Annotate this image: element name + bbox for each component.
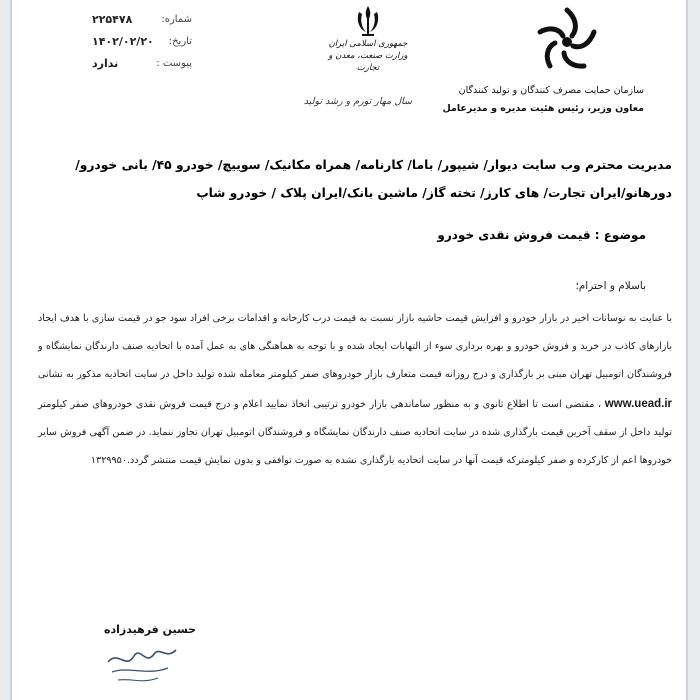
greeting: باسلام و احترام؛ (575, 280, 646, 292)
org-line-2: معاون وزیر، رئیس هئیت مدیره و مدیرعامل (442, 103, 644, 114)
addressee: مدیریت محترم وب سایت دیوار/ شیپور/ باما/ کارنامه/ همراه مکانیک/ سوییچ/ خودرو ۴۵/ بانی خودرو/ دورهانو/ایران تجارت/ های کارز/ تخته گاز/ ماشین بانک/ایران پلاک / خودرو شاپ (75, 158, 672, 200)
body-paragraph-part-1: با عنایت به نوسانات اخیر در بازار خودرو و افزایش قیمت حاشیه بازار نسبت به قیمت درب کارخانه و اقدامات برخی افراد سود جو در قیمت سازی با هدف ایجاد بازارهای کاذب در خرید و فروش خودرو و بهره برداری سوء از التهابات ایجاد شده و با توجه به هماهنگی های به عمل آمده با اتحادیه صنف دارندگان نمایشگاه و فروشندگان اتومبیل تهران مبنی بر بارگذاری و درج روزانه قیمت متعارف بازار خودروهای صفر کیلومتر معامله شده تولید داخل در سایت اتحادیه مذکور به نشانی (38, 313, 672, 381)
org-line-1: سازمان حمایت مصرف کنندگان و تولید کنندگان (458, 85, 644, 96)
website-link[interactable]: www.uead.ir (604, 397, 672, 410)
subject-line: موضوع : قیمت فروش نقدی خودرو (437, 228, 646, 242)
signer-name: حسین فرهیدزاده (104, 623, 197, 636)
signature-icon (98, 620, 188, 690)
letter-body (38, 305, 672, 475)
year-motto: سال مهار تورم و رشد تولید (303, 96, 412, 107)
letter-date: ۱۴۰۲/۰۲/۲۰ (92, 34, 154, 48)
star-logo-icon (532, 4, 602, 74)
emblem-line-2: وزارت صنعت، معدن و تجارت (328, 51, 408, 73)
body-paragraph-part-2: ، مقتضی است تا اطلاع ثانوی و به منظور ساماندهی بازار خودرو ترتیبی اتخاذ نمایید اعلام و درج قیمت فروش نقدی خودروهای صفر کیلومتر تولید داخل از سقف آخرین قیمت بارگذاری شده در سایت اتحادیه صنف دارندگان نمایشگاه و فروشندگان اتومبیل تهران تجاوز ننماید. در ضمن آگهی فروش سایر خودروها اعم از کارکرده و صفر کیلومترکه قیمت آنها در سایت اتحادیه بارگذاری نشده به صورت توافقی و بدون نمایش قیمت منتشر گردد.۱۳۲۹۹۵۰ (38, 398, 672, 467)
date-label: تاریخ: (168, 35, 192, 47)
letter-meta (92, 8, 192, 74)
government-emblem (318, 4, 418, 74)
letter-number: ۲۲۵۴۷۸ (92, 12, 133, 26)
emblem-line-1: جمهوری اسلامی ایران (328, 39, 408, 49)
attachment-label: پیوست : (156, 57, 192, 69)
iran-emblem-icon (353, 4, 383, 38)
number-label: شماره: (161, 13, 192, 25)
organization-title (443, 82, 645, 118)
letter-sheet (10, 0, 688, 700)
attachment-value: ندارد (92, 56, 119, 70)
